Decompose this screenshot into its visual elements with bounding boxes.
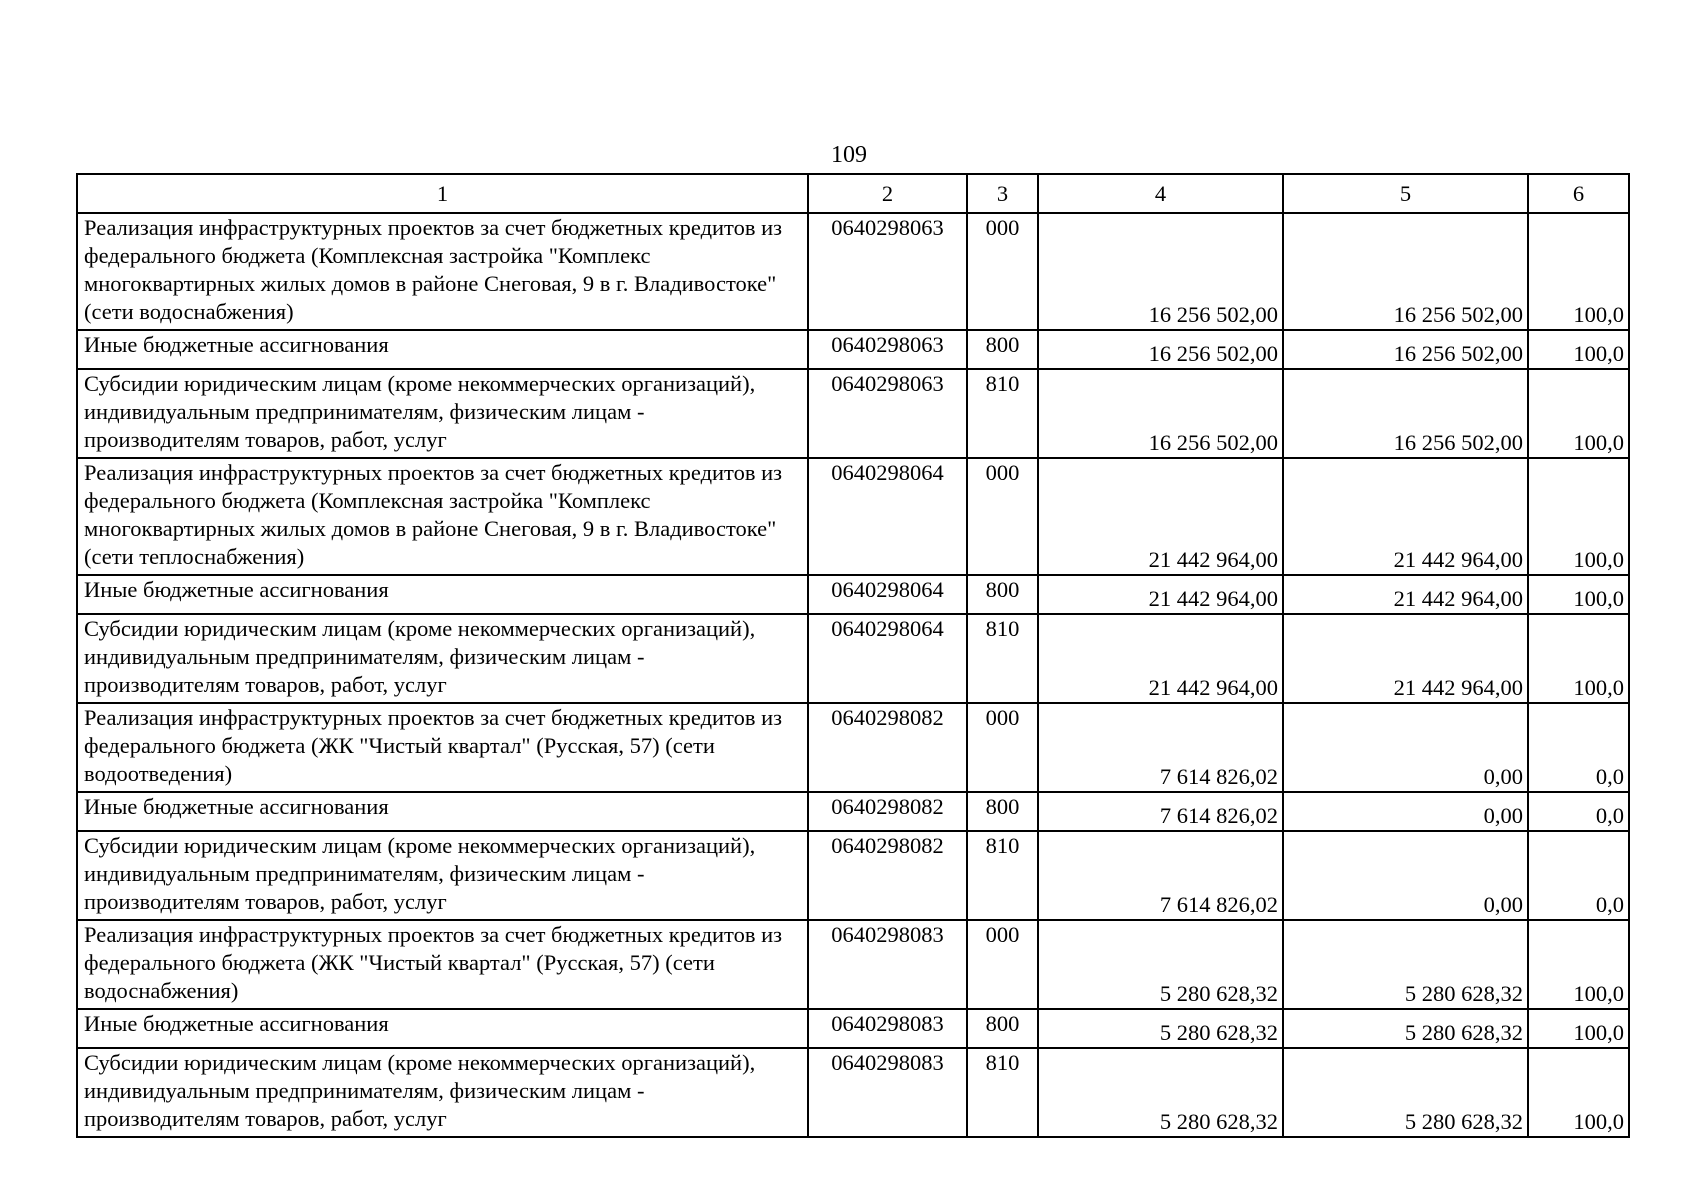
row-code: 0640298083: [808, 920, 967, 1009]
row-name: Субсидии юридическим лицам (кроме некоммерческих организаций), индивидуальным предпринимателям, физическим лицам - производителям товаров, работ, услуг: [77, 1048, 808, 1137]
row-plan: 5 280 628,32: [1038, 920, 1283, 1009]
row-type: 000: [967, 703, 1038, 792]
row-code: 0640298064: [808, 614, 967, 703]
row-percent: 100,0: [1528, 369, 1629, 458]
table-row: [77, 792, 1629, 831]
table-row: [77, 831, 1629, 920]
budget-table: [76, 173, 1630, 1138]
header-row: [77, 174, 1629, 213]
row-name: Иные бюджетные ассигнования: [77, 792, 808, 831]
row-code: 0640298083: [808, 1009, 967, 1048]
row-percent: 100,0: [1528, 213, 1629, 330]
page-number: 109: [831, 142, 867, 168]
row-plan: 7 614 826,02: [1038, 703, 1283, 792]
row-type: 800: [967, 575, 1038, 614]
row-plan: 16 256 502,00: [1038, 369, 1283, 458]
row-type: 800: [967, 792, 1038, 831]
row-fact: 5 280 628,32: [1283, 920, 1528, 1009]
row-type: 810: [967, 1048, 1038, 1137]
row-code: 0640298064: [808, 458, 967, 575]
row-percent: 100,0: [1528, 920, 1629, 1009]
row-type: 800: [967, 330, 1038, 369]
column-header: 4: [1038, 174, 1283, 213]
row-plan: 21 442 964,00: [1038, 575, 1283, 614]
row-percent: 100,0: [1528, 614, 1629, 703]
row-plan: 7 614 826,02: [1038, 831, 1283, 920]
row-fact: 0,00: [1283, 831, 1528, 920]
row-percent: 100,0: [1528, 330, 1629, 369]
column-header: 2: [808, 174, 967, 213]
row-plan: 16 256 502,00: [1038, 213, 1283, 330]
row-plan: 21 442 964,00: [1038, 458, 1283, 575]
row-percent: 100,0: [1528, 1048, 1629, 1137]
row-percent: 100,0: [1528, 458, 1629, 575]
row-type: 000: [967, 213, 1038, 330]
row-fact: 16 256 502,00: [1283, 369, 1528, 458]
row-code: 0640298082: [808, 703, 967, 792]
table-row: [77, 1009, 1629, 1048]
column-header: 6: [1528, 174, 1629, 213]
table-row: [77, 920, 1629, 1009]
row-type: 000: [967, 458, 1038, 575]
row-name: Реализация инфраструктурных проектов за счет бюджетных кредитов из федерального бюджета (Комплексная застройка "Комплекс многоквартирных жилых домов в районе Снеговая, 9 в г. Владивостоке" (сети теплоснабжения): [77, 458, 808, 575]
row-type: 000: [967, 920, 1038, 1009]
column-header: 5: [1283, 174, 1528, 213]
row-plan: 16 256 502,00: [1038, 330, 1283, 369]
row-code: 0640298063: [808, 369, 967, 458]
row-fact: 5 280 628,32: [1283, 1048, 1528, 1137]
row-fact: 21 442 964,00: [1283, 575, 1528, 614]
row-code: 0640298063: [808, 213, 967, 330]
column-header: 3: [967, 174, 1038, 213]
row-code: 0640298082: [808, 792, 967, 831]
row-fact: 21 442 964,00: [1283, 458, 1528, 575]
row-percent: 0,0: [1528, 703, 1629, 792]
row-fact: 5 280 628,32: [1283, 1009, 1528, 1048]
row-type: 810: [967, 369, 1038, 458]
row-fact: 21 442 964,00: [1283, 614, 1528, 703]
row-code: 0640298083: [808, 1048, 967, 1137]
row-type: 810: [967, 614, 1038, 703]
row-name: Субсидии юридическим лицам (кроме некоммерческих организаций), индивидуальным предпринимателям, физическим лицам - производителям товаров, работ, услуг: [77, 369, 808, 458]
column-header: 1: [77, 174, 808, 213]
row-name: Иные бюджетные ассигнования: [77, 575, 808, 614]
row-code: 0640298063: [808, 330, 967, 369]
row-code: 0640298082: [808, 831, 967, 920]
row-fact: 16 256 502,00: [1283, 213, 1528, 330]
table-row: [77, 1048, 1629, 1137]
table-row: [77, 330, 1629, 369]
table-row: [77, 614, 1629, 703]
table-row: [77, 213, 1629, 330]
row-type: 800: [967, 1009, 1038, 1048]
row-plan: 21 442 964,00: [1038, 614, 1283, 703]
row-plan: 5 280 628,32: [1038, 1048, 1283, 1137]
table-row: [77, 575, 1629, 614]
table-row: [77, 369, 1629, 458]
row-fact: 0,00: [1283, 703, 1528, 792]
row-percent: 0,0: [1528, 792, 1629, 831]
row-name: Иные бюджетные ассигнования: [77, 330, 808, 369]
row-percent: 100,0: [1528, 1009, 1629, 1048]
row-name: Иные бюджетные ассигнования: [77, 1009, 808, 1048]
row-name: Субсидии юридическим лицам (кроме некоммерческих организаций), индивидуальным предпринимателям, физическим лицам - производителям товаров, работ, услуг: [77, 614, 808, 703]
row-fact: 16 256 502,00: [1283, 330, 1528, 369]
row-percent: 0,0: [1528, 831, 1629, 920]
row-name: Реализация инфраструктурных проектов за счет бюджетных кредитов из федерального бюджета (ЖК "Чистый квартал" (Русская, 57) (сети водоснабжения): [77, 920, 808, 1009]
row-name: Реализация инфраструктурных проектов за счет бюджетных кредитов из федерального бюджета (ЖК "Чистый квартал" (Русская, 57) (сети водоотведения): [77, 703, 808, 792]
row-name: Субсидии юридическим лицам (кроме некоммерческих организаций), индивидуальным предпринимателям, физическим лицам - производителям товаров, работ, услуг: [77, 831, 808, 920]
table-row: [77, 458, 1629, 575]
row-type: 810: [967, 831, 1038, 920]
row-percent: 100,0: [1528, 575, 1629, 614]
row-code: 0640298064: [808, 575, 967, 614]
table-row: [77, 703, 1629, 792]
row-plan: 7 614 826,02: [1038, 792, 1283, 831]
row-name: Реализация инфраструктурных проектов за счет бюджетных кредитов из федерального бюджета (Комплексная застройка "Комплекс многоквартирных жилых домов в районе Снеговая, 9 в г. Владивостоке" (сети водоснабжения): [77, 213, 808, 330]
row-fact: 0,00: [1283, 792, 1528, 831]
row-plan: 5 280 628,32: [1038, 1009, 1283, 1048]
